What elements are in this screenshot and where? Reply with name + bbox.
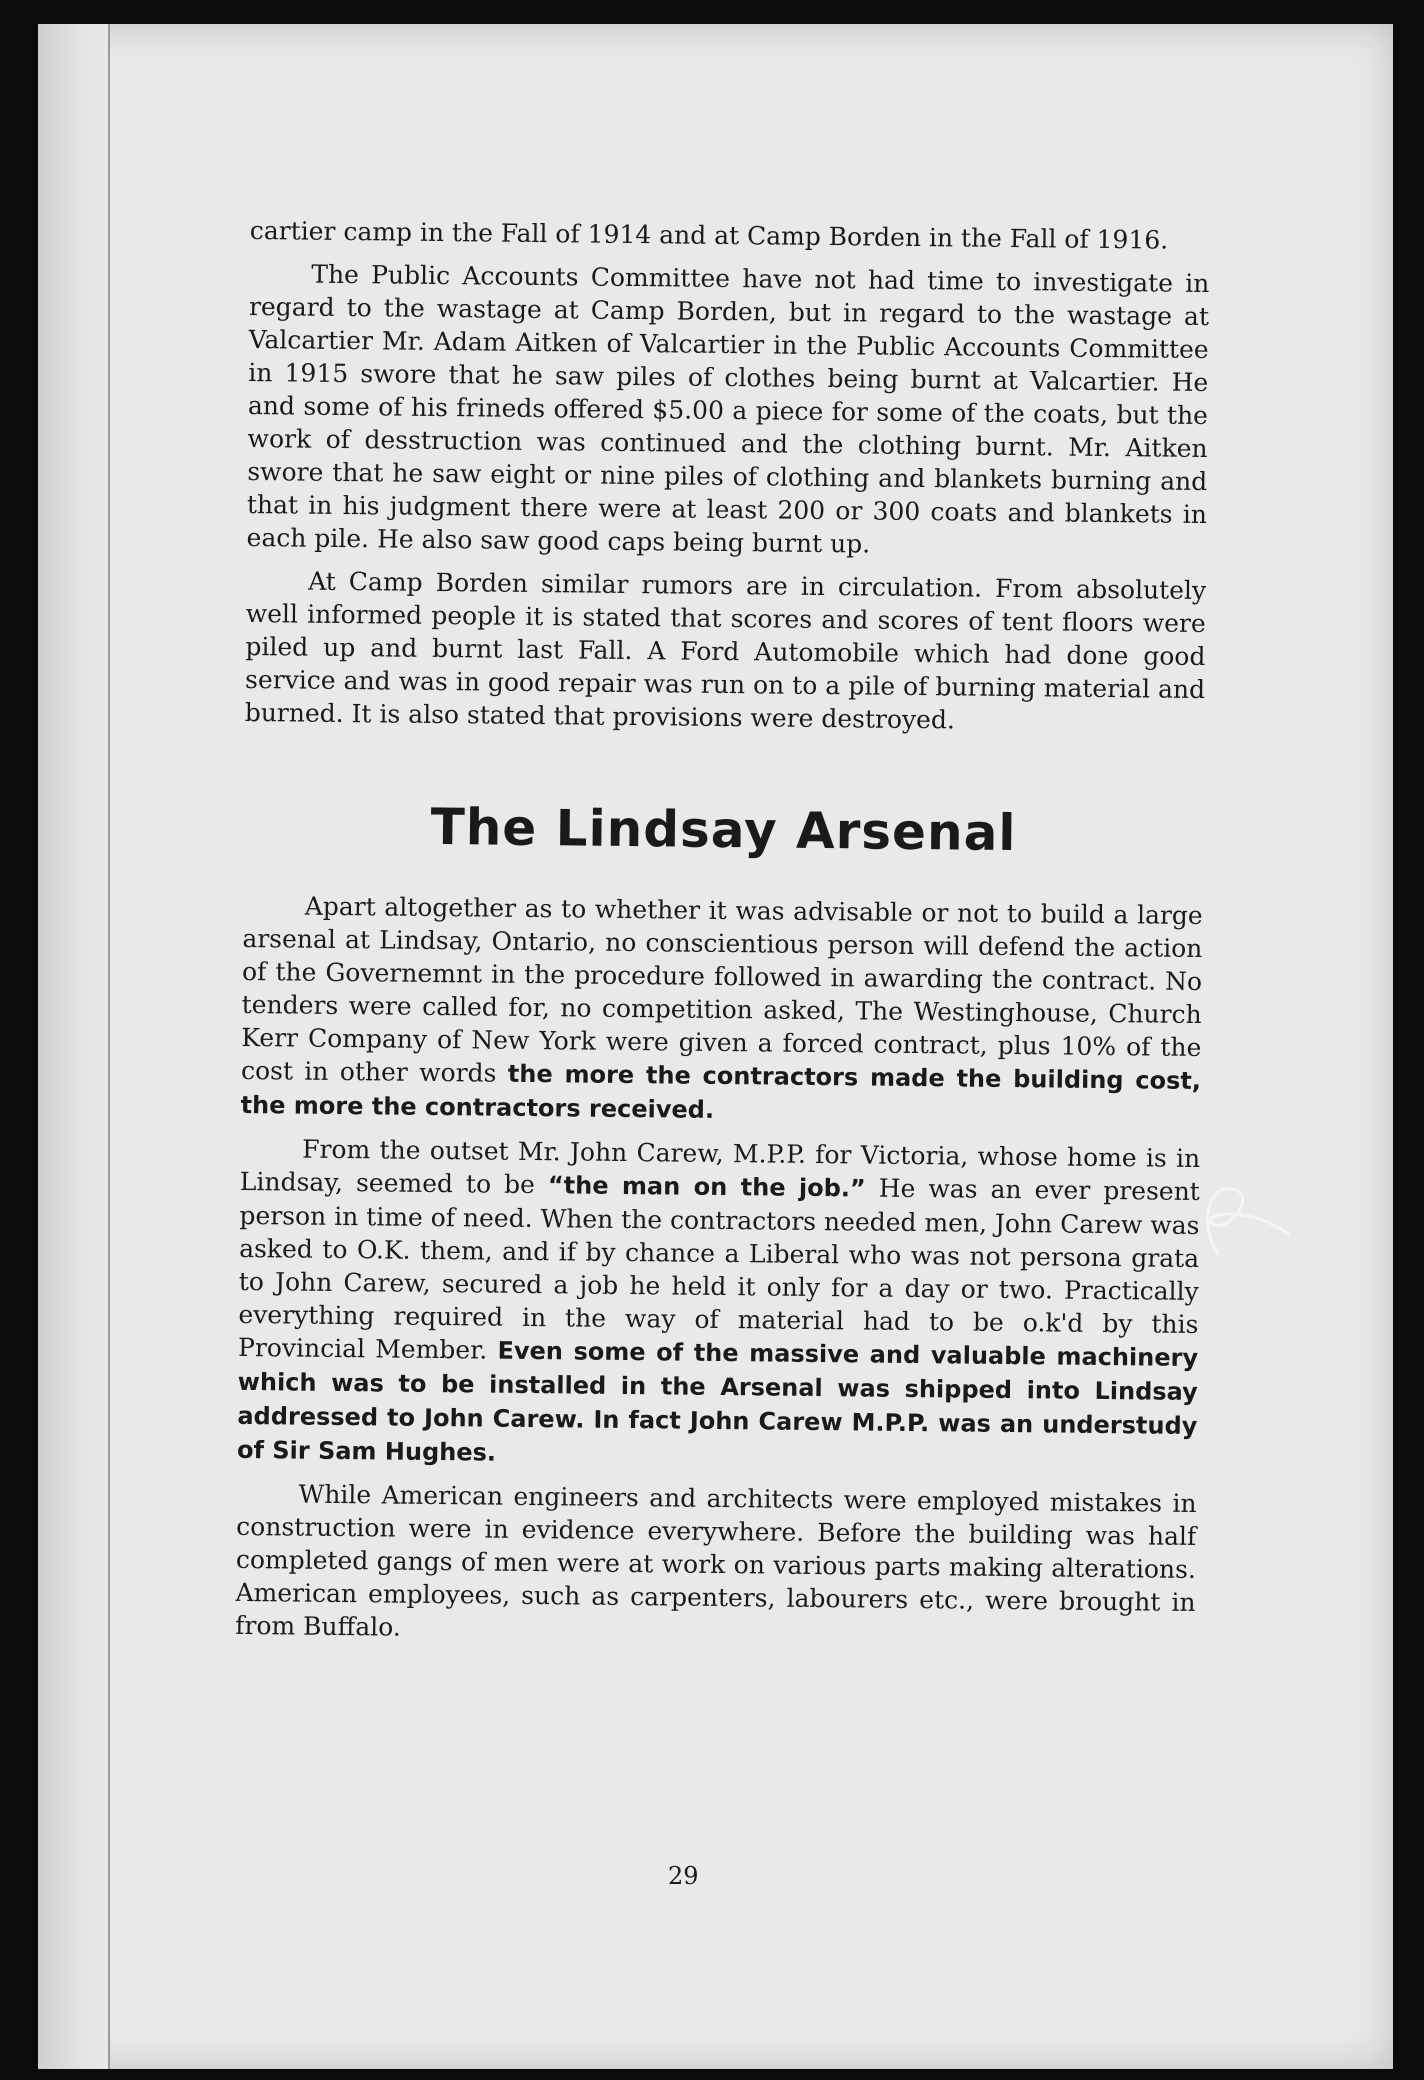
arsenal-emphasis: the more the contractors made the building cost, the more the contractors received. [240, 1059, 1202, 1124]
book-page [38, 24, 1393, 2069]
paragraph-camp-borden: At Camp Borden similar rumors are in circulation. From absolutely well informed people it is stated that scores and scores of tent floors were piled up and burnt last Fall. A Ford Automobile which had done good service and was in good repair was run on to a pile of burning material and burned. It is also stated that provisions were destroyed. [244, 566, 1207, 735]
page-text-block [235, 214, 1210, 1662]
arsenal-text: Apart altogether as to whether it was advisable or not to build a large arsenal at Lindsay, Ontario, no conscientious person will defend the action of the Governemnt in the procedure followed in awarding the contract. No tenders were called for, no competition asked, The Westinghouse, Church Kerr Company of New York were given a forced contract, plus 10% of the cost in other words [240, 891, 1203, 1088]
carew-text-1: From the outset Mr. John Carew, M.P.P. for Victoria, whose home is in Lindsay, seemed to be [239, 1134, 1201, 1200]
page-number: 29 [668, 1862, 699, 1890]
carew-emphasis-2: Even some of the massive and valuable machinery which was to be installed in the Arsenal was shipped into Lindsay addressed to John Carew. In fact John Carew M.P.P. was an understudy of Sir Sam Hughes. [236, 1336, 1199, 1467]
carew-emphasis-1: “the man on the job.” [547, 1171, 866, 1203]
paragraph-engineers: While American engineers and architects were employed mistakes in construction were in evidence everywhere. Before the building was half completed gangs of men were at work on various parts making alterations. American employees, such as carpenters, labourers etc., were brought in from Buffalo. [235, 1479, 1197, 1642]
paragraph-arsenal [240, 889, 1202, 1132]
paragraph-intro: cartier camp in the Fall of 1914 and at Camp Borden in the Fall of 1916. [249, 215, 1169, 255]
section-heading: The Lindsay Arsenal [430, 797, 1017, 863]
paragraph-carew [237, 1132, 1200, 1477]
book-binding-edge [38, 24, 110, 2069]
pencil-mark-icon [1188, 1164, 1308, 1274]
paragraph-valcartier: The Public Accounts Committee have not had time to investigate in regard to the wastage at Camp Borden, but in regard to the wastage at Valcartier Mr. Adam Aitken of Valcartier in the Public Accounts Committee in 1915 swore that he saw piles of clothes being burnt at Valcartier. He and some of his frineds offered $5.00 a piece for some of the coats, but the work of desstruction was continued and the clothing burnt. Mr. Aitken swore that he saw eight or nine piles of clothing and blankets burning and that in his judgment there were at least 200 or 300 coats and blankets in each pile. He also saw good caps being burnt up. [246, 259, 1210, 559]
carew-text-2: He was an ever present person in time of need. When the contractors needed men, John Carew was asked to O.K. them, and if by chance a Liberal who was not persona grata to John Carew, secured a job he held it only for a day or two. Practically everything required in the way of material had to be o.k'd by this Provincial Member. [237, 1173, 1200, 1365]
